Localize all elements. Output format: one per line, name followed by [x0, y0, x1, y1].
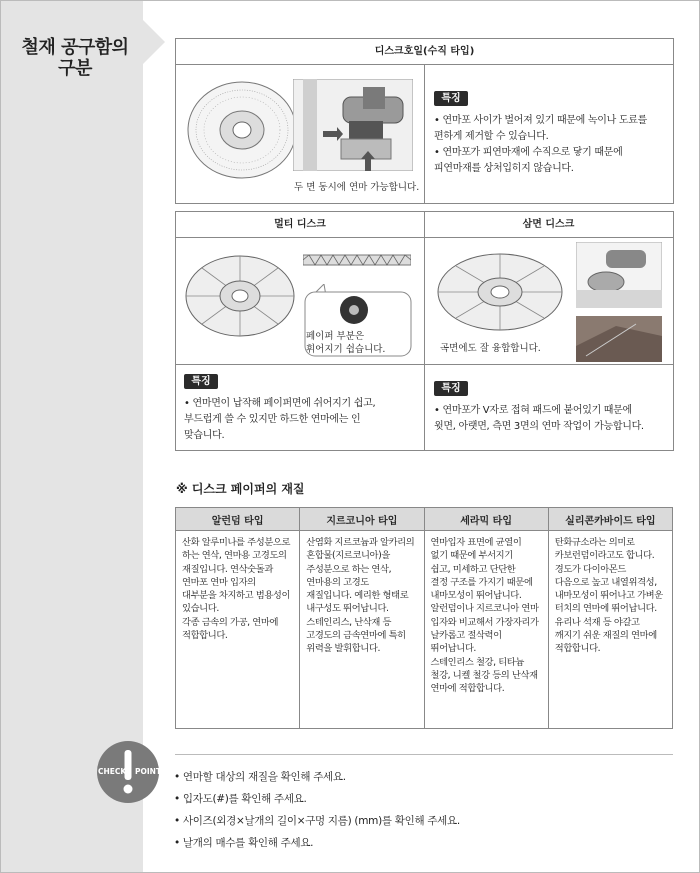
point-label: POINT [135, 767, 162, 776]
three-side-disk-features [434, 403, 644, 435]
cell-line: 재질입니다. 예리한 형태로 [306, 590, 409, 602]
cell-line: 결정 구조를 가지기 때문에 [430, 576, 533, 588]
material-table [175, 507, 673, 729]
check-item: • 연마할 대상의 재질을 확인해 주세요. [174, 771, 346, 783]
check-item: • 사이즈(외경×날개의 길이×구멍 지름) (mm)를 확인해 주세요. [174, 815, 460, 827]
column-header: 세라믹 타입 [424, 508, 548, 531]
cell-line: 알런덤이나 지르코니아 연마 [430, 603, 539, 615]
cell-line: 산염화 지르코늄과 알카리의 [306, 537, 415, 548]
table-cell [424, 531, 548, 729]
cell-line: 연마용의 고경도 [306, 576, 369, 588]
title-arrow-shape [143, 20, 165, 64]
cell-line: 없기 때문에 부서지기 [430, 550, 513, 562]
feature-line: • 연마포가 V자로 접혀 패드에 붙어있기 때문에 [434, 405, 632, 416]
feature-line: 편하게 제거할 수 있습니다. [434, 131, 549, 142]
multi-disk-features [184, 396, 375, 444]
column-header: 지르코니아 타입 [300, 508, 424, 531]
cell-line: 혼합물(지르코니아)을 [306, 550, 390, 562]
callout-line: 휘어지기 쉽습니다. [306, 344, 386, 355]
cell-line: 내마모성이 뛰어납니다. [430, 590, 522, 602]
cell-line: 쉽고, 미세하고 단단한 [430, 563, 516, 575]
page-title-line2: 구분 [58, 58, 92, 79]
cell-line: 깨지기 쉬운 재질의 연마에 [554, 630, 657, 642]
three-side-disk-caption: 곡면에도 잘 융합합니다. [440, 343, 541, 354]
check-item: • 입자도(#)를 확인해 주세요. [174, 793, 307, 805]
feature-line: • 연마면이 납작해 페이퍼면에 쉬어지기 쉽고, [184, 398, 376, 409]
cell-line: 있습니다. [182, 603, 219, 615]
disk-hoil-header: 디스크호일(수직 타입) [176, 39, 673, 65]
cell-line: 입자와 비교해서 가장자리가 [430, 616, 539, 628]
table-cell [300, 531, 424, 729]
cell-line: 스테인리스, 난삭재 등 [306, 616, 392, 628]
check-point-icon [96, 740, 160, 804]
cell-line: 뛰어납니다. [430, 643, 476, 655]
cell-line: 재질입니다. 연삭숫돌과 [182, 563, 273, 575]
cell-line: 적합합니다. [182, 630, 228, 642]
feature-line: • 연마포가 피연마재에 수직으로 닿기 때문에 [434, 147, 623, 158]
cell-line: 위력을 발휘합니다. [306, 643, 381, 655]
cell-line: 경도가 다이아몬드 [554, 563, 626, 575]
cell-line: 스테인리스 철강, 티타늄 [430, 656, 524, 668]
three-side-disk-feature-badge: 특징 [434, 381, 468, 396]
cell-line: 내마모성이 뛰어나고 가벼운 [554, 590, 663, 602]
cell-line: 내구성도 뛰어납니다. [306, 603, 389, 615]
check-item: • 날개의 매수를 확인해 주세요. [174, 837, 314, 849]
cell-line: 주성분으로 하는 연삭, [306, 563, 392, 575]
multi-disk-illustration [182, 246, 300, 342]
cell-line: 연마포 연마 입자의 [182, 576, 256, 588]
feature-line: • 연마포 사이가 벌어져 있기 때문에 녹이나 도료를 [434, 115, 647, 126]
check-divider [175, 754, 673, 755]
cell-line: 터치의 연마에 뛰어납니다. [554, 603, 657, 615]
page-title-line1: 철재 공구함의 [21, 37, 129, 58]
column-header: 알런덤 타입 [176, 508, 300, 531]
feature-line: 부드럽게 쓸 수 있지만 하드한 연마에는 인 [184, 414, 361, 425]
cell-line: 유리나 석재 등 야갈고 [554, 616, 640, 628]
cell-line: 적합합니다. [554, 643, 601, 655]
machine-photo [293, 79, 413, 171]
cell-line: 탄화규소라는 의미로 [554, 537, 635, 548]
column-header: 실리콘카바이드 타입 [548, 508, 672, 531]
check-list [174, 766, 460, 854]
cell-line: 고경도의 금속연마에 특히 [306, 630, 406, 642]
disk-hoil-feature-badge: 특징 [434, 91, 468, 106]
three-side-disk-header: 삼면 디스크 [522, 219, 575, 230]
feature-line: 피연마재를 상처입히지 않습니다. [434, 163, 574, 174]
cell-line: 산화 알루미나를 주성분으로 [182, 537, 291, 548]
table-cell [548, 531, 672, 729]
cell-line: 대부분을 차지하고 범용성이 [182, 590, 291, 602]
three-side-disk-illustration [434, 246, 566, 336]
cell-line: 연마입자 표면에 균열이 [430, 537, 522, 548]
surface-photo [576, 316, 662, 362]
multi-disk-header: 멀티 디스크 [274, 219, 326, 230]
callout-line: 페이퍼 부분은 [306, 331, 365, 342]
feature-line: 윗면, 아랫면, 측면 3면의 연마 작업이 가능합니다. [434, 421, 644, 432]
check-label: CHECK [98, 767, 127, 776]
material-section-title: ※ 디스크 페이퍼의 재질 [176, 482, 305, 496]
disk-hoil-caption: 두 면 동시에 연마 가능합니다. [294, 182, 420, 193]
disk-comparison-box [175, 211, 674, 451]
cell-line: 다음으로 높고 내열위격성, [554, 576, 657, 588]
table-cell [176, 531, 300, 729]
feature-line: 맞습니다. [184, 430, 225, 441]
cell-line: 각종 금속의 가공, 연마에 [182, 616, 279, 628]
table-header-row [176, 508, 673, 531]
table-row [176, 531, 673, 729]
page-title [12, 37, 138, 79]
cell-line: 하는 연삭, 연마용 고경도의 [182, 550, 287, 562]
disk-hoil-box [175, 38, 674, 204]
cell-line: 철강, 니켈 철강 등의 난삭재 [430, 669, 538, 681]
cell-line: 카보런덤이라고도 합니다. [554, 550, 655, 562]
multi-disk-side-view [303, 252, 411, 268]
cell-line: 날카롭고 절삭력이 [430, 630, 502, 642]
disk-hoil-features [434, 113, 647, 177]
multi-disk-feature-badge: 특징 [184, 374, 218, 389]
flap-wheel-illustration [182, 75, 302, 185]
cell-line: 연마에 적합합니다. [430, 683, 505, 695]
grinder-photo [576, 242, 662, 308]
multi-disk-callout [306, 330, 385, 356]
